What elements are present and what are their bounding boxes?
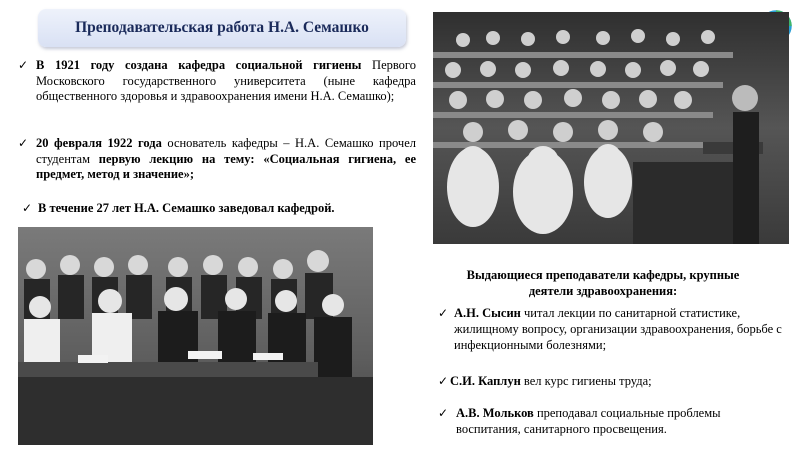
checkmark-icon: ✓ (18, 136, 29, 150)
checkmark-icon: ✓ (22, 201, 33, 215)
checkmark-icon: ✓ (438, 406, 449, 420)
teacher-text: С.И. Каплун вел курс гигиены труда; (450, 374, 652, 388)
bullet-item-1921 (18, 58, 416, 105)
department-group-photo (18, 227, 373, 445)
teacher-item-kaplun (438, 373, 783, 389)
checkmark-icon: ✓ (438, 374, 449, 388)
auditorium-lecture-photo (433, 12, 789, 244)
bullet-item-27-years (22, 201, 420, 217)
teacher-text: А.В. Мольков преподавал социальные проблемы воспитания, санитарного просвещения. (456, 406, 721, 436)
teacher-item-sysin (438, 305, 783, 353)
bullet-text: В течение 27 лет Н.А. Семашко заведовал кафедрой. (38, 201, 335, 215)
teacher-text: А.Н. Сысин читал лекции по санитарной статистике, жилищному вопросу, организации здравоохранения, борьбе с инфекционными болезнями; (454, 306, 782, 352)
page-title: Преподавательская работа Н.А. Семашко (75, 19, 369, 36)
section-heading-teachers: Выдающиеся преподаватели кафедры, крупные деятели здравоохранения: (466, 268, 740, 298)
bullet-text: 20 февраля 1922 года основатель кафедры – Н.А. Семашко прочел студентам первую лекцию на тему: «Социальная гигиена, ее предмет, метод и значение»; (36, 136, 416, 181)
title-banner (38, 9, 406, 47)
teacher-item-molkov (438, 405, 783, 437)
checkmark-icon: ✓ (18, 58, 29, 72)
bullet-item-first-lecture (18, 136, 416, 183)
checkmark-icon: ✓ (438, 306, 449, 320)
bullet-text: В 1921 году создана кафедра социальной гигиены Первого Московского государственного университета (ныне кафедра общественного здоровья и здравоохранения имени Н.А. Семашко); (36, 58, 416, 103)
